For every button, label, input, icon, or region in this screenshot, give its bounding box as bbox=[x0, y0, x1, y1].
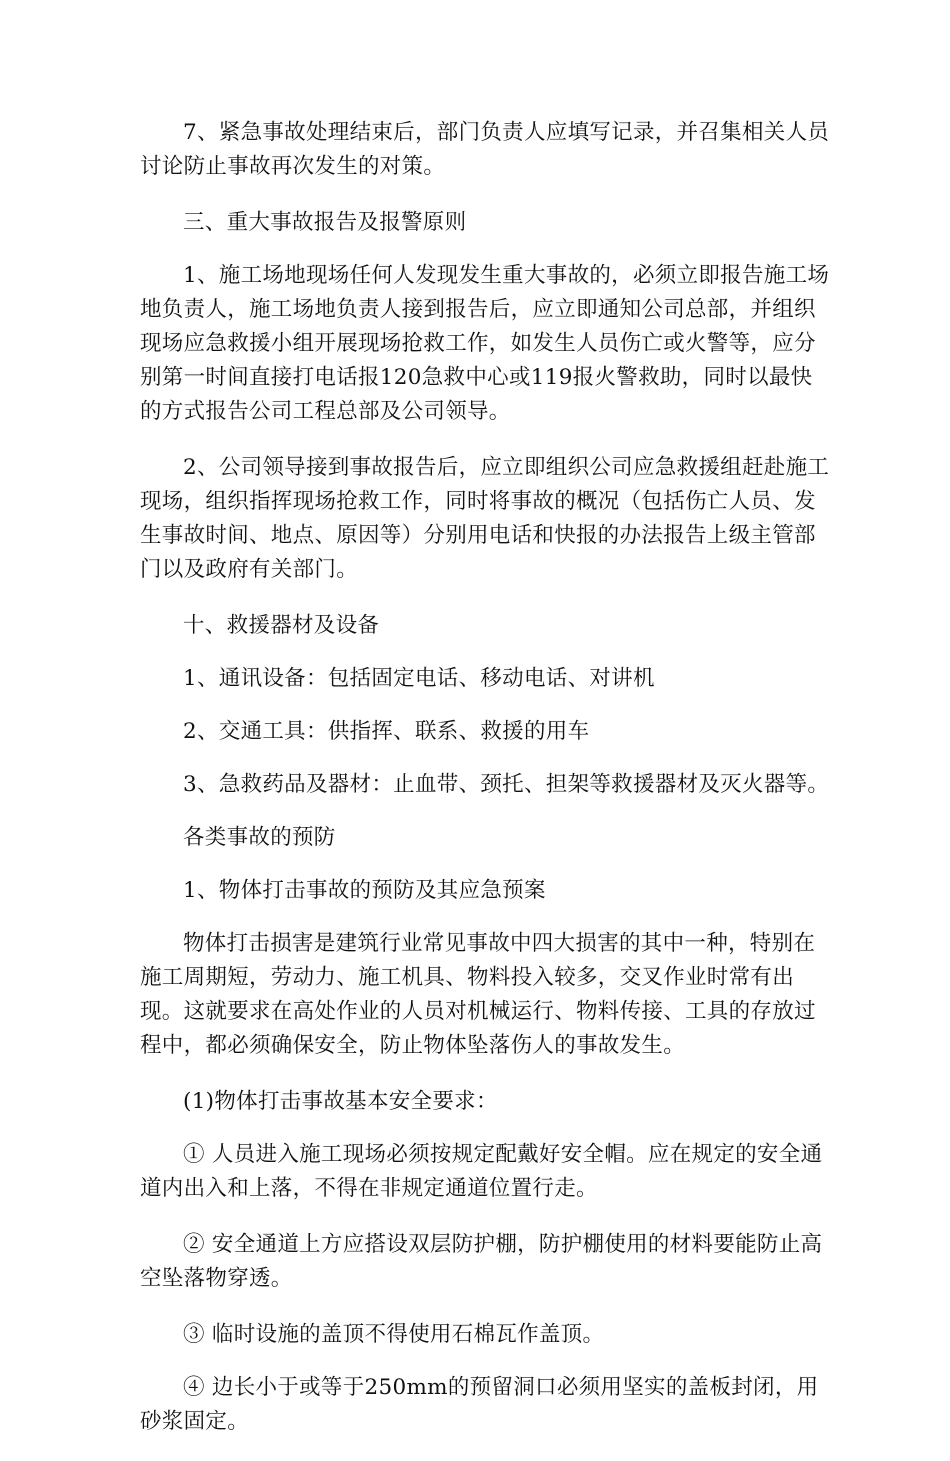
list-item-opening-cover: ④ 边长小于或等于250mm的预留洞口必须用坚实的盖板封闭，用砂浆固定。 bbox=[140, 1375, 819, 1434]
paragraph-emergency-record: 7、紧急事故处理结束后，部门负责人应填写记录，并召集相关人员讨论防止事故再次发生的对策。 bbox=[140, 120, 830, 179]
section-heading-major-accident-reporting: 三、重大事故报告及报警原则 bbox=[183, 210, 467, 235]
list-item-communication-equipment: 1、通讯设备：包括固定电话、移动电话、对讲机 bbox=[183, 666, 655, 691]
paragraph-site-reporting: 1、施工场地现场任何人发现发生重大事故的，必须立即报告施工场地负责人，施工场地负责人接到报告后，应立即通知公司总部，并组织现场应急救援小组开展现场抢救工作，如发生人员伤亡或火警等，应分别第一时间直接打电话报120急救中心或119报火警救助，同时以最快的方式报告公司工程总部及公司领导。 bbox=[140, 263, 830, 424]
document-body bbox=[140, 116, 830, 1461]
list-item-transport: 2、交通工具：供指挥、联系、救援的用车 bbox=[183, 719, 590, 744]
list-item-first-aid: 3、急救药品及器材：止血带、颈托、担架等救援器材及灭火器等。 bbox=[183, 772, 830, 797]
subheading-basic-safety-requirements: (1)物体打击事故基本安全要求： bbox=[183, 1089, 498, 1114]
list-item-temporary-roof: ③ 临时设施的盖顶不得使用石棉瓦作盖顶。 bbox=[183, 1322, 605, 1347]
list-item-protective-shed: ② 安全通道上方应搭设双层防护棚，防护棚使用的材料要能防止高空坠落物穿透。 bbox=[140, 1232, 823, 1291]
subsection-heading-object-strike: 1、物体打击事故的预防及其应急预案 bbox=[183, 878, 546, 903]
section-heading-accident-prevention: 各类事故的预防 bbox=[183, 825, 336, 850]
list-item-helmet: ① 人员进入施工现场必须按规定配戴好安全帽。应在规定的安全通道内出入和上落，不得在非规定通道位置行走。 bbox=[140, 1142, 823, 1201]
paragraph-leadership-response: 2、公司领导接到事故报告后，应立即组织公司应急救援组赶赴施工现场，组织指挥现场抢救工作，同时将事故的概况（包括伤亡人员、发生事故时间、地点、原因等）分别用电话和快报的办法报告上级主管部门以及政府有关部门。 bbox=[140, 455, 830, 582]
paragraph-object-strike-intro: 物体打击损害是建筑行业常见事故中四大损害的其中一种，特别在施工周期短，劳动力、施工机具、物料投入较多，交叉作业时常有出现。这就要求在高处作业的人员对机械运行、物料传接、工具的存放过程中，都必须确保安全，防止物体坠落伤人的事故发生。 bbox=[140, 931, 816, 1058]
section-heading-rescue-equipment: 十、救援器材及设备 bbox=[183, 613, 380, 638]
